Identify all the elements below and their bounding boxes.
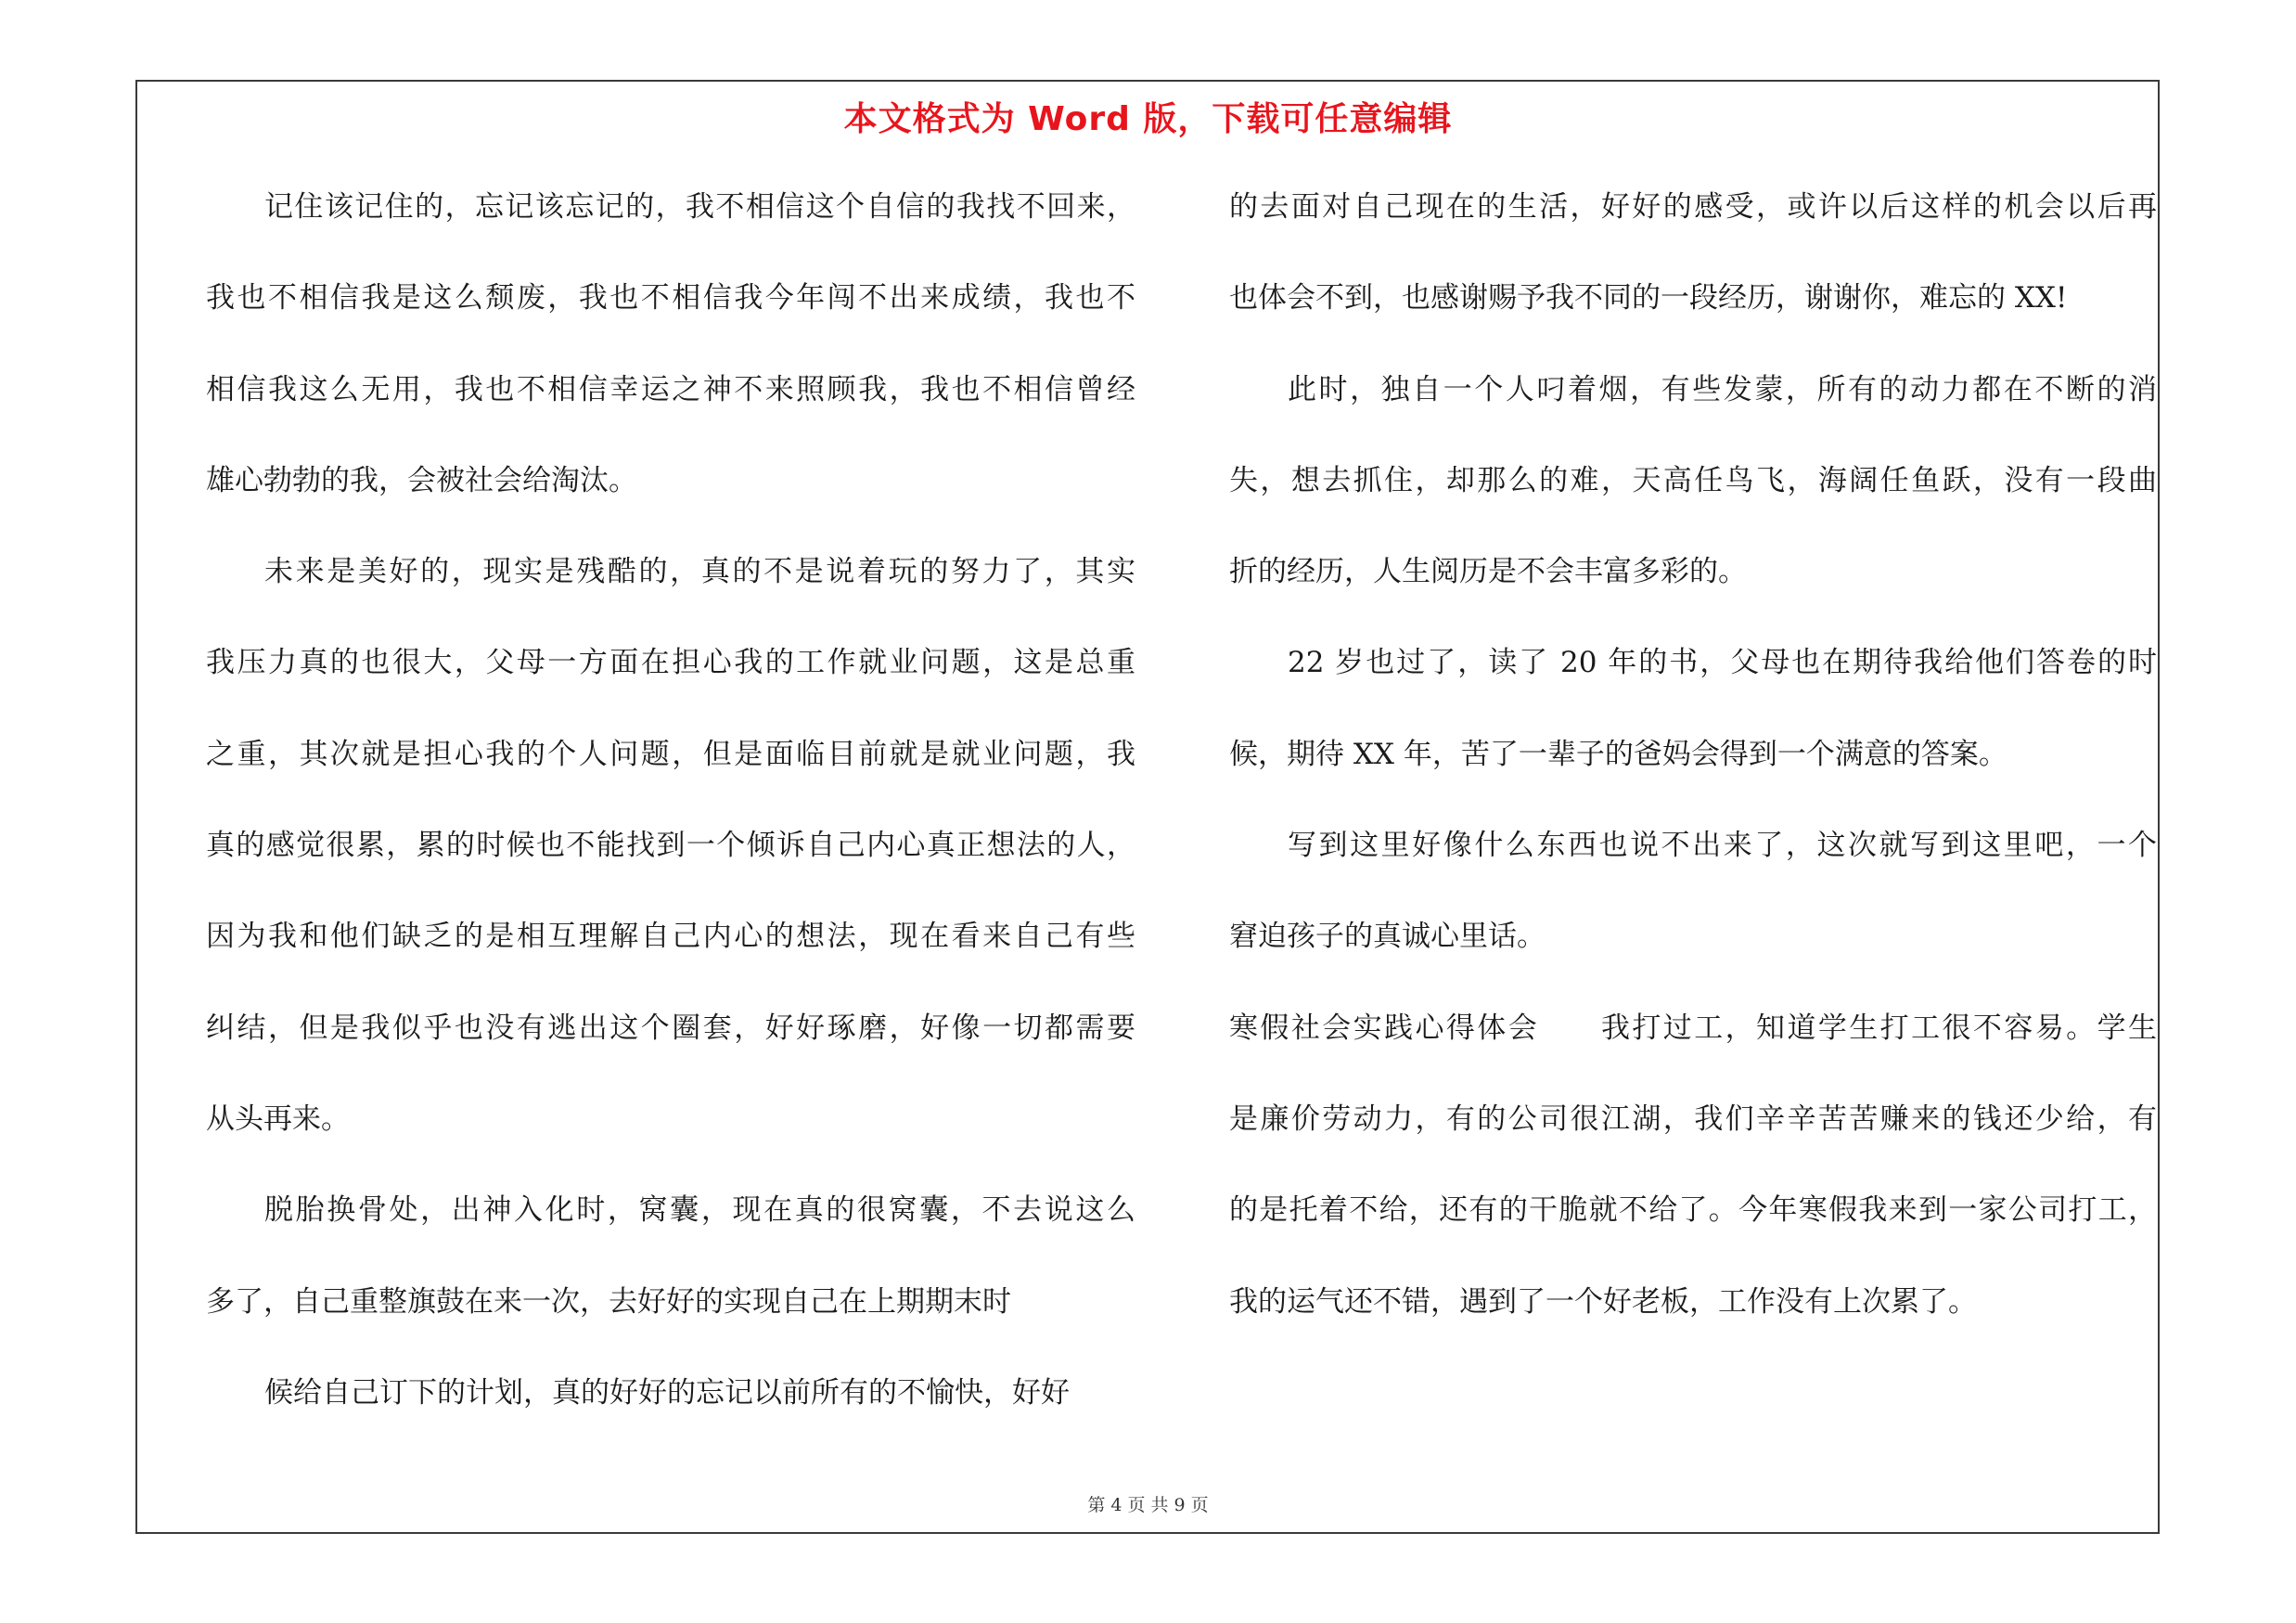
format-banner: 本文格式为 Word 版，下载可任意编辑 (843, 100, 1453, 138)
text-line: 纠结，但是我似乎也没有逃出这个圈套，好好琢磨，好像一切都需要 (206, 1011, 1135, 1045)
left-column (206, 161, 1135, 1438)
text-line: 从头再来。 (206, 1101, 350, 1136)
text-line: 的是托着不给，还有的干脆就不给了。今年寒假我来到一家公司打工， (1229, 1193, 2157, 1228)
text-line: 候，期待 XX 年，苦了一辈子的爸妈会得到一个满意的答案。 (1229, 737, 2007, 771)
right-column (1229, 161, 2157, 1347)
text-line: 22 岁也过了，读了 20 年的书，父母也在期待我给他们答卷的时 (1288, 646, 2157, 680)
text-line: 也体会不到，也感谢赐予我不同的一段经历，谢谢你，难忘的 XX! (1229, 281, 2068, 316)
text-line: 写到这里好像什么东西也说不出来了，这次就写到这里吧，一个 (1288, 829, 2157, 863)
text-line: 相信我这么无用，我也不相信幸运之神不来照顾我，我也不相信曾经 (206, 372, 1135, 406)
text-line: 此时，独自一个人叼着烟，有些发蒙，所有的动力都在不断的消 (1288, 372, 2157, 406)
text-line: 未来是美好的，现实是残酷的，真的不是说着玩的努力了，其实 (264, 555, 1135, 589)
text-line: 多了，自己重整旗鼓在来一次，去好好的实现自己在上期期末时 (206, 1284, 1011, 1319)
text-line: 我压力真的也很大，父母一方面在担心我的工作就业问题，这是总重 (206, 646, 1135, 680)
text-line: 因为我和他们缺乏的是相互理解自己内心的想法，现在看来自己有些 (206, 920, 1135, 954)
text-line: 失，想去抓住，却那么的难，天高任鸟飞，海阔任鱼跃，没有一段曲 (1229, 463, 2157, 497)
text-line: 我也不相信我是这么颓废，我也不相信我今年闯不出来成绩，我也不 (206, 281, 1135, 316)
text-line: 之重，其次就是担心我的个人问题，但是面临目前就是就业问题，我 (206, 737, 1135, 771)
text-line: 候给自己订下的计划，真的好好的忘记以前所有的不愉快，好好 (264, 1375, 1070, 1410)
text-line: 脱胎换骨处，出神入化时，窝囊，现在真的很窝囊，不去说这么 (264, 1193, 1135, 1228)
text-line: 雄心勃勃的我，会被社会给淘汰。 (206, 463, 637, 497)
text-line: 是廉价劳动力，有的公司很江湖，我们辛辛苦苦赚来的钱还少给，有 (1229, 1101, 2157, 1136)
text-line: 窘迫孩子的真诚心里话。 (1229, 920, 1546, 954)
text-line: 真的感觉很累，累的时候也不能找到一个倾诉自己内心真正想法的人， (206, 829, 1135, 863)
page-number: 第 4 页 共 9 页 (1087, 1495, 1209, 1515)
text-line: 折的经历，人生阅历是不会丰富多彩的。 (1229, 555, 1747, 589)
text-line: 的去面对自己现在的生活，好好的感受，或许以后这样的机会以后再 (1229, 190, 2157, 224)
text-line: 我的运气还不错，遇到了一个好老板，工作没有上次累了。 (1229, 1284, 1977, 1319)
text-line: 寒假社会实践心得体会 我打过工，知道学生打工很不容易。学生 (1229, 1011, 2157, 1045)
text-line: 记住该记住的，忘记该忘记的，我不相信这个自信的我找不回来， (264, 190, 1135, 224)
